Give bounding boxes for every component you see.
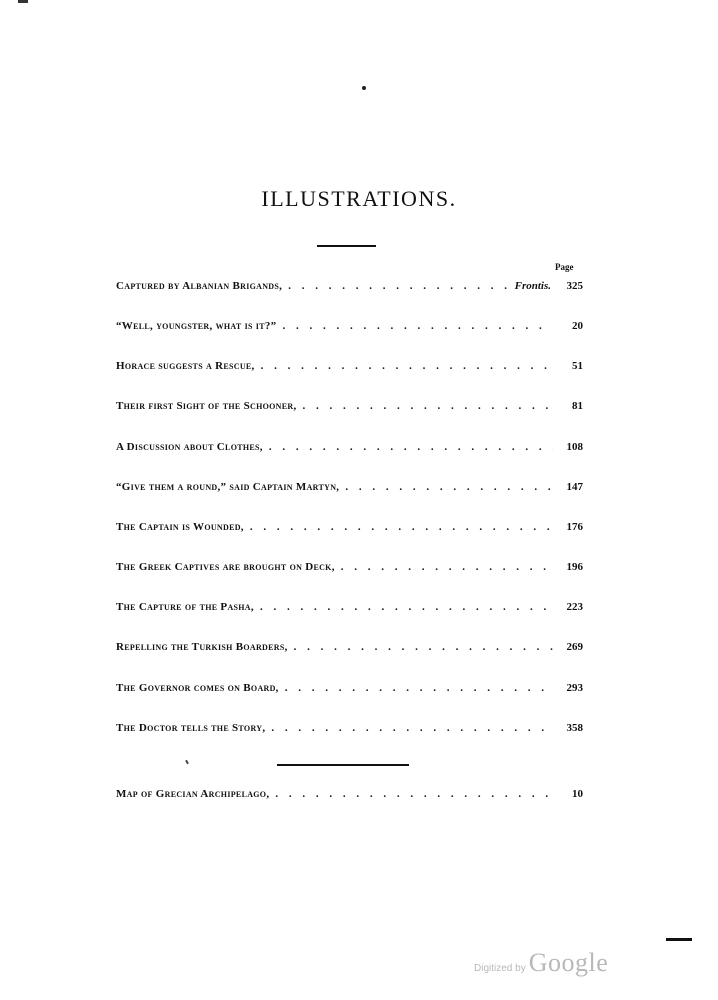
illustration-title: A Discussion about Clothes,: [116, 441, 263, 453]
illustration-title: “Well, youngster, what is it?”: [116, 320, 277, 332]
illustration-page-number: 358: [566, 722, 583, 734]
page-column-header: Page: [555, 262, 574, 272]
watermark-prefix: Digitized by: [474, 963, 526, 974]
section-rule: [277, 764, 409, 766]
illustration-page-number: 196: [566, 561, 583, 573]
illustration-page-number: 108: [566, 441, 583, 453]
leader-dots: [303, 400, 553, 412]
map-title: Map of Grecian Archipelago,: [116, 788, 270, 800]
google-logo: Google: [528, 948, 609, 977]
illustration-title: Repelling the Turkish Boarders,: [116, 641, 288, 653]
illustration-row-7: [116, 521, 583, 539]
illustration-row-8: [116, 561, 583, 579]
leader-dots: [341, 561, 553, 573]
leader-dots: [250, 521, 553, 533]
digitized-watermark: [474, 948, 608, 978]
illustration-row-2: [116, 320, 583, 338]
leader-dots: [294, 641, 553, 653]
leader-dots: [261, 360, 553, 372]
page-title: ILLUSTRATIONS.: [261, 186, 457, 211]
illustration-title: Their first Sight of the Schooner,: [116, 400, 297, 412]
illustration-page-number: 269: [566, 641, 583, 653]
page-dot: [362, 86, 366, 90]
illustration-page-number: 223: [566, 601, 583, 613]
illustration-page-number: 176: [566, 521, 583, 533]
illustration-title: The Captain is Wounded,: [116, 521, 244, 533]
illustration-page-number: 147: [566, 481, 583, 493]
illustration-title: The Doctor tells the Story,: [116, 722, 266, 734]
illustration-page-number: 51: [572, 360, 583, 372]
illustration-page-number: 293: [566, 682, 583, 694]
leader-dots: [271, 722, 553, 734]
corner-mark: [18, 0, 28, 3]
illustration-title: Captured by Albanian Brigands,: [116, 280, 283, 292]
illustration-row-11: [116, 682, 583, 700]
leader-dots: [285, 682, 553, 694]
illustration-title: “Give them a round,” said Captain Martyn,: [116, 481, 340, 493]
illustration-row-3: [116, 360, 583, 378]
illustration-row-5: [116, 441, 583, 459]
illustration-title: The Governor comes on Board,: [116, 682, 279, 694]
illustration-page-number: 325: [566, 280, 583, 292]
frontis-label: Frontis.: [514, 280, 551, 292]
leader-dots: [288, 280, 508, 292]
illustration-title: Horace suggests a Rescue,: [116, 360, 255, 372]
margin-dash: [666, 938, 692, 941]
map-row: [116, 788, 583, 806]
illustration-title: The Greek Captives are brought on Deck,: [116, 561, 335, 573]
illustration-row-9: [116, 601, 583, 619]
illustration-page-number: 20: [572, 320, 583, 332]
leader-dots: [260, 601, 553, 613]
leader-dots: [269, 441, 553, 453]
map-page-number: 10: [572, 788, 583, 800]
illustration-row-12: [116, 722, 583, 740]
leader-dots: [282, 320, 553, 332]
illustration-row-4: [116, 400, 583, 418]
illustration-page-number: 81: [572, 400, 583, 412]
title-rule: [317, 245, 376, 247]
illustration-title: The Capture of the Pasha,: [116, 601, 254, 613]
leader-dots: [275, 788, 553, 800]
leader-dots: [345, 481, 553, 493]
illustration-row-1: [116, 280, 583, 298]
illustration-row-10: [116, 641, 583, 659]
illustration-row-6: [116, 481, 583, 499]
stray-mark: [185, 760, 189, 764]
